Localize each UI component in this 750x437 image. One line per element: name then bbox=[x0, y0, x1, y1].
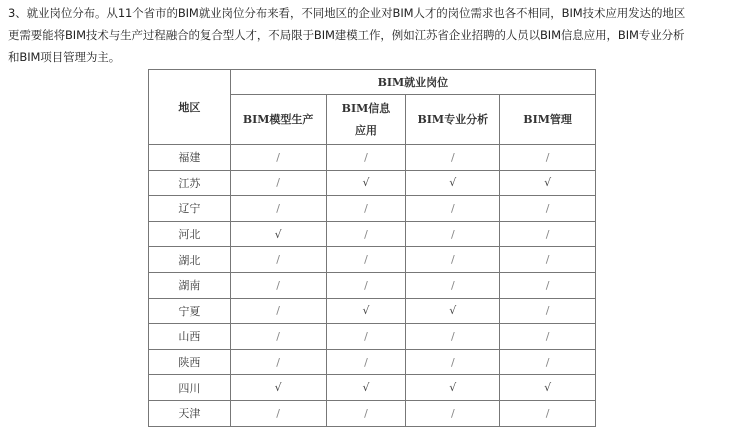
slash-mark-cell: / bbox=[230, 400, 326, 426]
region-header: 地区 bbox=[149, 70, 231, 145]
region-cell: 天津 bbox=[149, 400, 231, 426]
region-cell: 陕西 bbox=[149, 349, 231, 375]
slash-mark-cell: / bbox=[230, 324, 326, 350]
slash-mark-cell: / bbox=[230, 145, 326, 171]
check-mark-cell: √ bbox=[406, 375, 500, 401]
slash-mark-cell: / bbox=[500, 400, 596, 426]
table-row bbox=[149, 272, 596, 298]
slash-mark-cell: / bbox=[500, 221, 596, 247]
slash-mark-cell: / bbox=[406, 349, 500, 375]
table-row bbox=[149, 247, 596, 273]
table-row bbox=[149, 375, 596, 401]
check-mark-cell: √ bbox=[230, 221, 326, 247]
region-cell: 四川 bbox=[149, 375, 231, 401]
region-cell: 宁夏 bbox=[149, 298, 231, 324]
region-cell: 河北 bbox=[149, 221, 231, 247]
region-cell: 辽宁 bbox=[149, 196, 231, 222]
slash-mark-cell: / bbox=[500, 272, 596, 298]
slash-mark-cell: / bbox=[500, 247, 596, 273]
column-header-info-application: BIM信息应用 bbox=[326, 95, 406, 145]
slash-mark-cell: / bbox=[500, 324, 596, 350]
slash-mark-cell: / bbox=[230, 349, 326, 375]
check-mark-cell: √ bbox=[326, 298, 406, 324]
table-body bbox=[149, 145, 596, 427]
slash-mark-cell: / bbox=[326, 324, 406, 350]
paragraph-line: 3、就业岗位分布。从11个省市的BIM就业岗位分布来看，不同地区的企业对BIM人才的岗位需求也各不相同，BIM技术应用发达的地区 bbox=[8, 6, 686, 20]
slash-mark-cell: / bbox=[500, 145, 596, 171]
slash-mark-cell: / bbox=[230, 298, 326, 324]
intro-paragraph bbox=[8, 2, 742, 68]
slash-mark-cell: / bbox=[326, 247, 406, 273]
table-row bbox=[149, 324, 596, 350]
slash-mark-cell: / bbox=[500, 298, 596, 324]
check-mark-cell: √ bbox=[326, 170, 406, 196]
slash-mark-cell: / bbox=[326, 196, 406, 222]
column-header-management: BIM管理 bbox=[500, 95, 596, 145]
table-row bbox=[149, 298, 596, 324]
slash-mark-cell: / bbox=[326, 221, 406, 247]
slash-mark-cell: / bbox=[500, 349, 596, 375]
slash-mark-cell: / bbox=[406, 145, 500, 171]
slash-mark-cell: / bbox=[230, 196, 326, 222]
slash-mark-cell: / bbox=[406, 196, 500, 222]
slash-mark-cell: / bbox=[326, 349, 406, 375]
bim-jobs-table bbox=[148, 69, 596, 427]
paragraph-line: 和BIM项目管理为主。 bbox=[8, 50, 121, 64]
slash-mark-cell: / bbox=[406, 247, 500, 273]
region-cell: 福建 bbox=[149, 145, 231, 171]
check-mark-cell: √ bbox=[326, 375, 406, 401]
slash-mark-cell: / bbox=[326, 145, 406, 171]
slash-mark-cell: / bbox=[406, 272, 500, 298]
job-group-header: BIM就业岗位 bbox=[230, 70, 595, 95]
table-row bbox=[149, 221, 596, 247]
check-mark-cell: √ bbox=[230, 375, 326, 401]
slash-mark-cell: / bbox=[326, 272, 406, 298]
column-header-model-production: BIM模型生产 bbox=[230, 95, 326, 145]
slash-mark-cell: / bbox=[230, 247, 326, 273]
slash-mark-cell: / bbox=[406, 400, 500, 426]
region-cell: 山西 bbox=[149, 324, 231, 350]
slash-mark-cell: / bbox=[406, 221, 500, 247]
check-mark-cell: √ bbox=[406, 298, 500, 324]
slash-mark-cell: / bbox=[406, 324, 500, 350]
column-header-analysis: BIM专业分析 bbox=[406, 95, 500, 145]
slash-mark-cell: / bbox=[326, 400, 406, 426]
region-cell: 湖南 bbox=[149, 272, 231, 298]
check-mark-cell: √ bbox=[500, 170, 596, 196]
slash-mark-cell: / bbox=[500, 196, 596, 222]
table-row bbox=[149, 400, 596, 426]
table-row bbox=[149, 145, 596, 171]
table-row bbox=[149, 349, 596, 375]
table-row bbox=[149, 196, 596, 222]
slash-mark-cell: / bbox=[230, 272, 326, 298]
paragraph-line: 更需要能将BIM技术与生产过程融合的复合型人才，不局限于BIM建模工作，例如江苏省企业招聘的人员以BIM信息应用，BIM专业分析 bbox=[8, 28, 685, 42]
region-cell: 江苏 bbox=[149, 170, 231, 196]
table-row bbox=[149, 170, 596, 196]
check-mark-cell: √ bbox=[406, 170, 500, 196]
slash-mark-cell: / bbox=[230, 170, 326, 196]
check-mark-cell: √ bbox=[500, 375, 596, 401]
region-cell: 湖北 bbox=[149, 247, 231, 273]
